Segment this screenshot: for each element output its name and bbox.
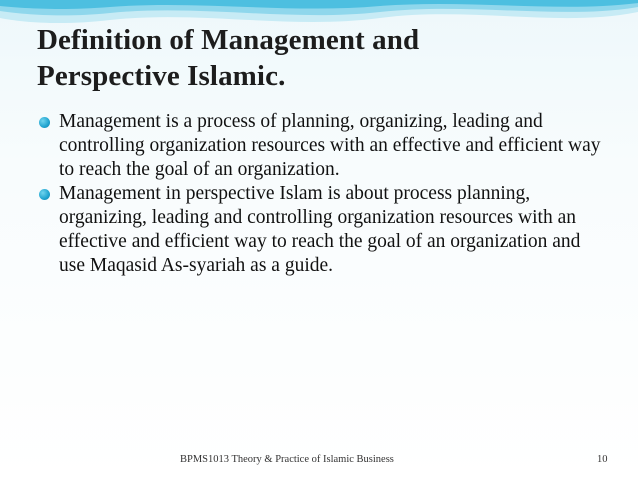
page-number: 10	[597, 454, 608, 465]
bullet-text: Management is a process of planning, organizing, leading and controlling organization resources with an effective and efficient way to reach the goal of an organization.	[59, 111, 601, 180]
bullet-item	[36, 110, 606, 182]
title-line-2: Perspective Islamic.	[37, 60, 286, 92]
bullet-dot-icon	[39, 189, 50, 200]
bullet-dot-icon	[39, 117, 50, 128]
bullet-item	[36, 182, 606, 278]
bullet-list	[36, 110, 606, 278]
slide-footer	[0, 452, 638, 472]
title-line-1: Definition of Management and	[37, 24, 420, 56]
bullet-text: Management in perspective Islam is about process planning, organizing, leading and controlling organization resources with an effective and efficient way to reach the goal of an organization and use Maqasid As-syariah as a guide.	[59, 183, 581, 276]
footer-course-title: BPMS1013 Theory & Practice of Islamic Business	[180, 454, 394, 465]
slide-title	[37, 22, 607, 94]
